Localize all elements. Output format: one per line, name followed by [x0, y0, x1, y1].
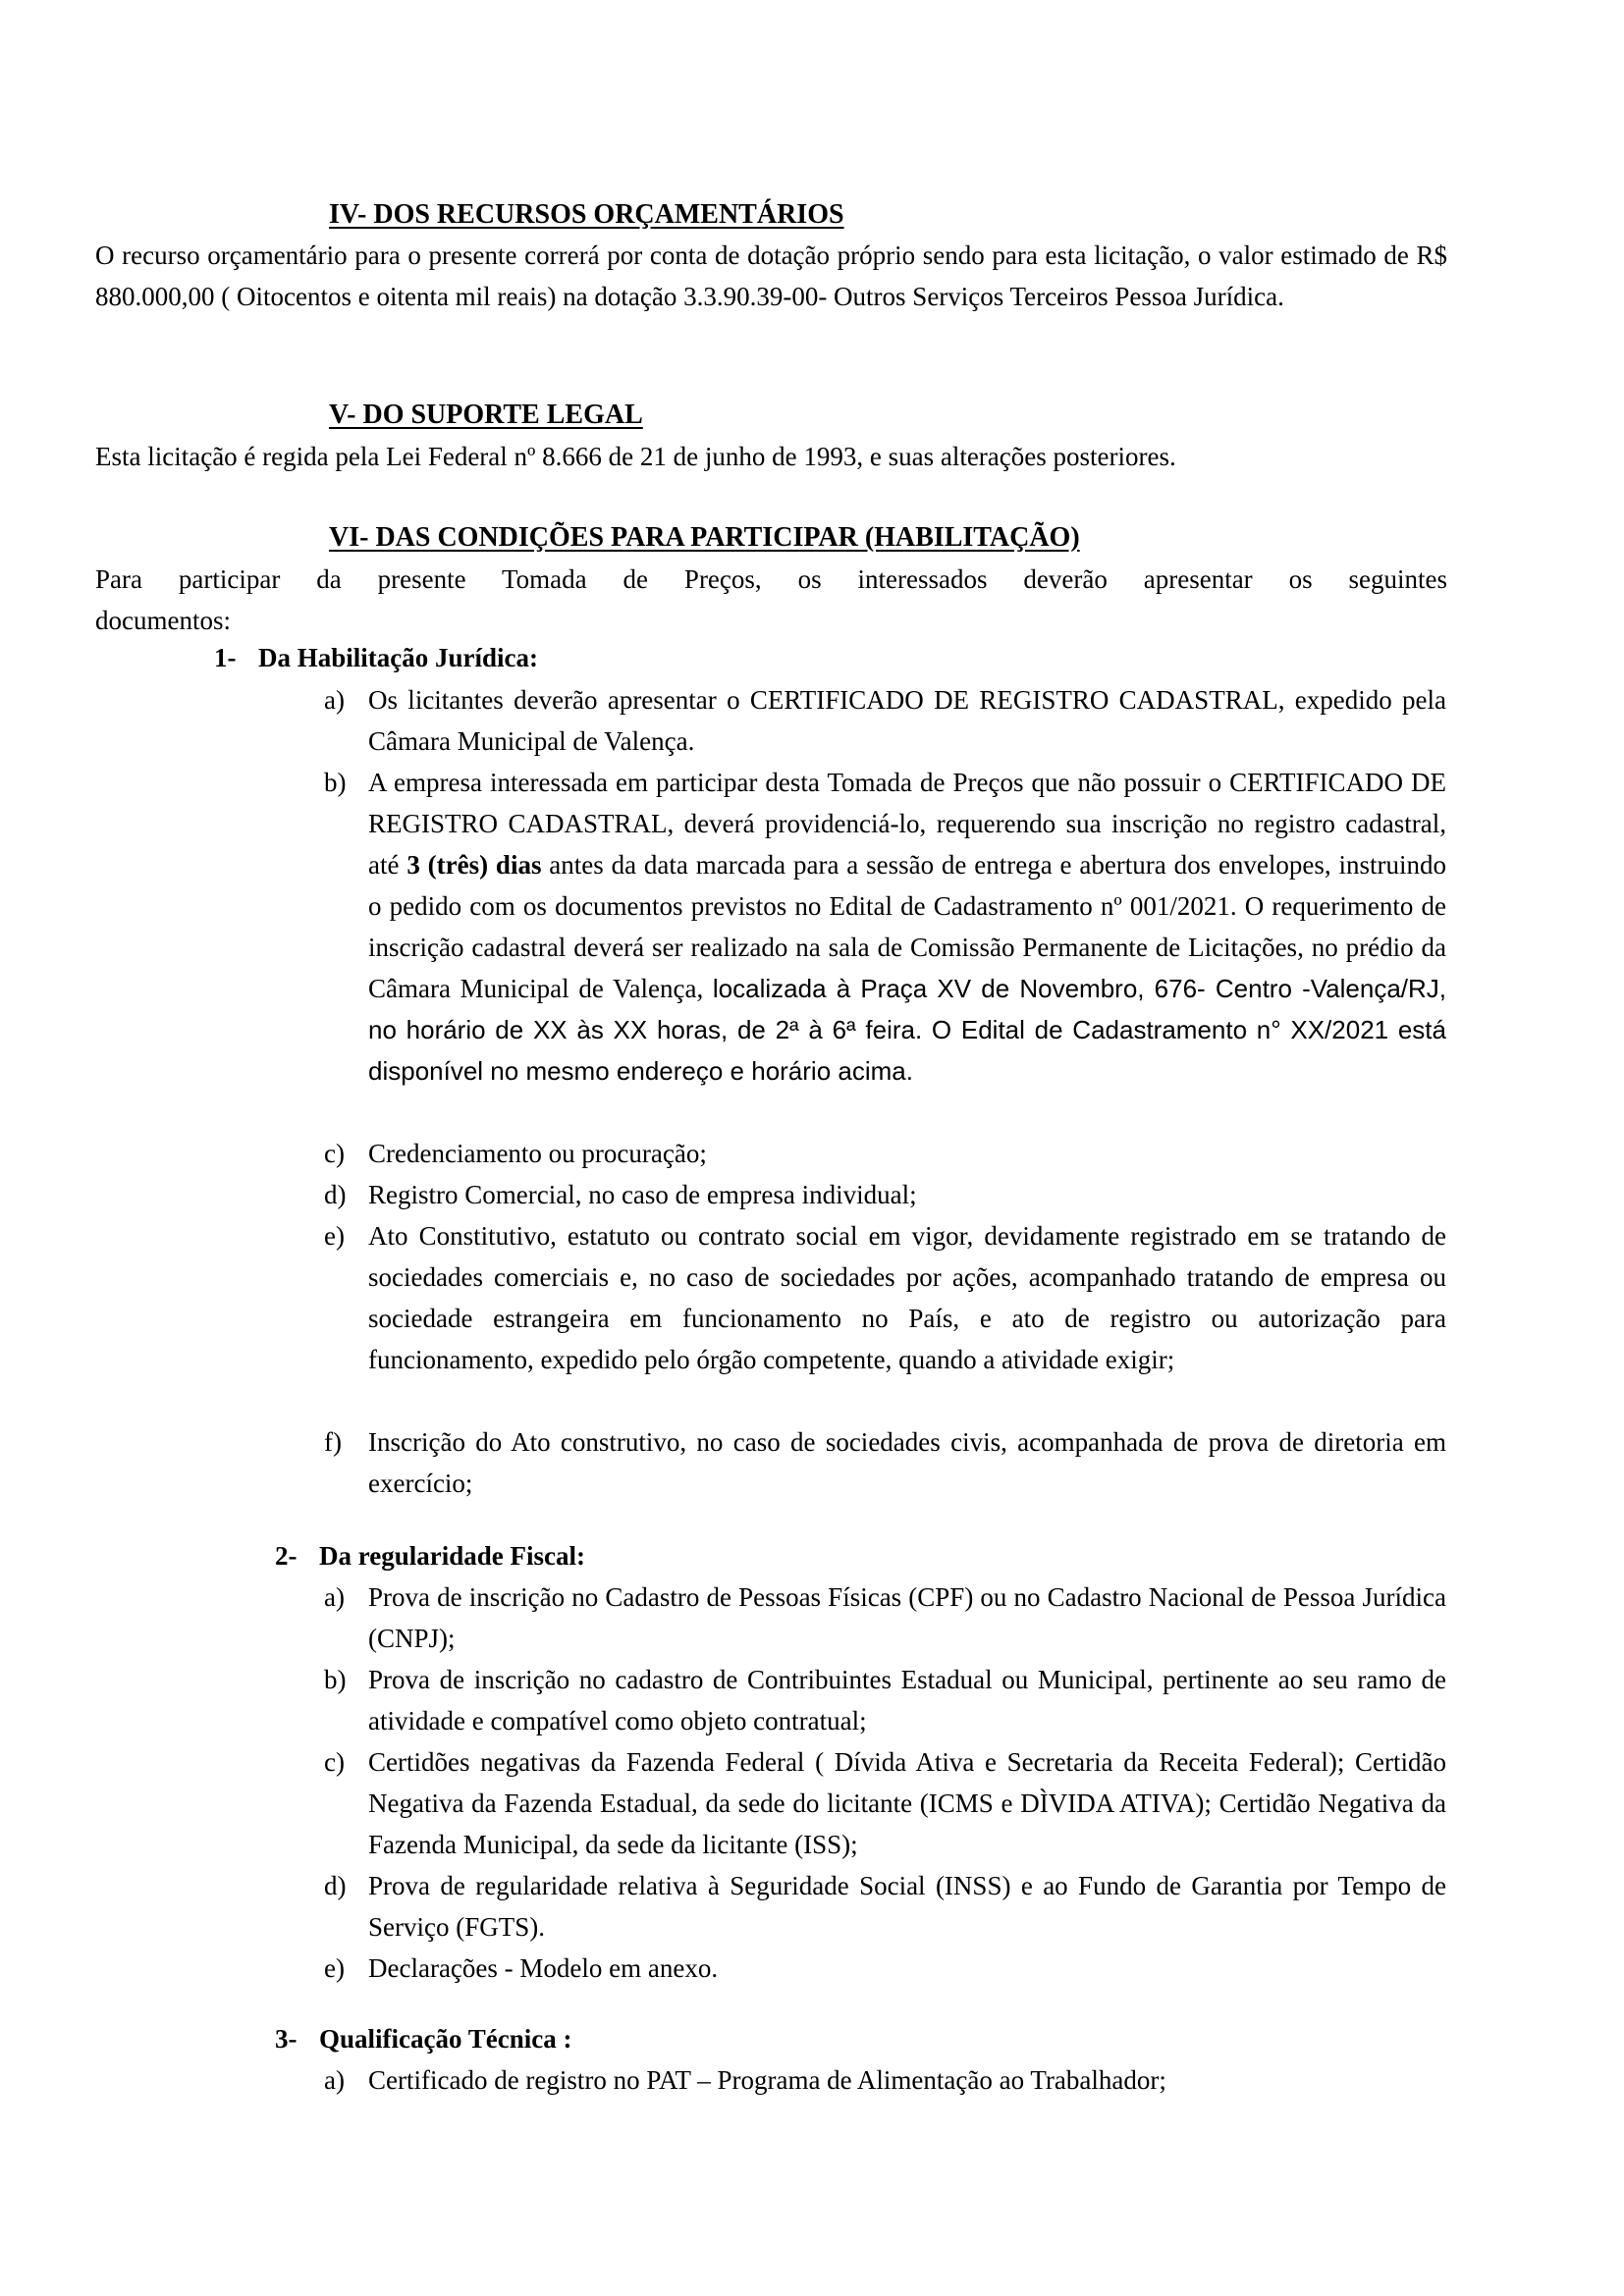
item-1b-text-sans: localizada à Praça XV de Novembro, 676- Centro -Valença/RJ, no horário de XX às XX horas, de 2ª à 6ª feira. O Edital de Cadastramento n° XX/2021 está disponível no mesmo endereço e horário acima.: [368, 974, 1447, 1086]
item-2a-text: Prova de inscrição no Cadastro de Pessoas Físicas (CPF) ou no Cadastro Nacional de Pessoa Jurídica (CNPJ);: [368, 1582, 1446, 1653]
group-1-heading: [214, 637, 538, 678]
item-3a-text: Certificado de registro no PAT – Programa de Alimentação ao Trabalhador;: [368, 2065, 1166, 2095]
list-item-1b: [324, 762, 1446, 1092]
item-1a-text: Os licitantes deverão apresentar o CERTIFICADO DE REGISTRO CADASTRAL, expedido pela Câmara Municipal de Valença.: [368, 685, 1446, 756]
group-2-heading: [275, 1535, 585, 1576]
section-vi-intro-line1: Para participar da presente Tomada de Preços, os interessados deverão apresentar os seguintes: [95, 564, 1447, 594]
item-1b-text-serif-2: antes da data marcada para a sessão de entrega e abertura dos envelopes, instruindo o pedido com os documentos previstos no Edital de Cadastramento nº 001/2021. O requerimento de inscrição cadastral deverá ser realizado na sala de Comissão Permanente de Licitações, no prédio da Câmara Municipal de Valença,: [368, 850, 1446, 1003]
group-1-number: 1-: [214, 643, 237, 672]
list-item-2a: [324, 1576, 1446, 1659]
item-1b-letter: b): [324, 768, 347, 797]
item-1f-text: Inscrição do Ato construtivo, no caso de sociedades civis, acompanhada de prova de diretoria em exercício;: [368, 1427, 1446, 1498]
item-3a-letter: a): [324, 2065, 345, 2095]
list-item-1e: [324, 1215, 1446, 1380]
item-2e-text: Declarações - Modelo em anexo.: [368, 1953, 719, 1983]
group-1-title: Da Habilitação Jurídica:: [258, 643, 538, 672]
section-v-heading: V- DO SUPORTE LEGAL: [329, 400, 643, 430]
item-1e-text: Ato Constitutivo, estatuto ou contrato social em vigor, devidamente registrado em se tratando de sociedades comerciais e, no caso de sociedades por ações, acompanhado tratando de empresa ou sociedade estrangeira em funcionamento no País, e ato de registro ou autorização para funcionamento, expedido pelo órgão competente, quando a atividade exigir;: [368, 1221, 1446, 1374]
item-1a-letter: a): [324, 685, 345, 715]
section-iv-heading: IV- DOS RECURSOS ORÇAMENTÁRIOS: [329, 199, 844, 230]
item-1b-text: [368, 762, 1446, 1092]
section-vi-heading: VI- DAS CONDIÇÕES PARA PARTICIPAR (HABILITAÇÃO): [329, 522, 1080, 553]
item-1f-letter: f): [324, 1427, 342, 1457]
item-2a-letter: a): [324, 1582, 345, 1612]
item-1e-letter: e): [324, 1221, 345, 1251]
group-3-title: Qualificação Técnica :: [319, 2024, 572, 2054]
group-2-number: 2-: [275, 1541, 298, 1571]
item-2b-letter: b): [324, 1665, 347, 1694]
item-1b-text-serif-1: A empresa interessada em participar desta Tomada de Preços que não possuir o CERTIFICADO DE REGISTRO CADASTRAL, deverá providenciá-lo, requerendo sua inscrição no registro cadastral, até: [368, 768, 1446, 880]
item-1b-text-bold: 3 (três) dias: [406, 850, 542, 880]
list-item-2e: [324, 1948, 1446, 1989]
item-1c-text: Credenciamento ou procuração;: [368, 1139, 707, 1168]
list-item-1f: [324, 1421, 1446, 1504]
item-2e-letter: e): [324, 1953, 345, 1983]
item-1d-letter: d): [324, 1180, 347, 1209]
item-2d-text: Prova de regularidade relativa à Seguridade Social (INSS) e ao Fundo de Garantia por Tempo de Serviço (FGTS).: [368, 1871, 1446, 1942]
list-item-1a: [324, 679, 1446, 762]
list-item-2b: [324, 1659, 1446, 1741]
list-item-2d: [324, 1865, 1446, 1948]
item-2d-letter: d): [324, 1871, 347, 1900]
item-1d-text: Registro Comercial, no caso de empresa individual;: [368, 1180, 917, 1209]
item-1c-letter: c): [324, 1139, 345, 1168]
list-item-1d: [324, 1174, 1446, 1215]
list-item-3a: [324, 2059, 1446, 2101]
list-item-2c: [324, 1741, 1446, 1865]
group-3-heading: [275, 2018, 571, 2059]
list-item-1c: [324, 1133, 1446, 1174]
item-2c-text: Certidões negativas da Fazenda Federal ( Dívida Ativa e Secretaria da Receita Federal); Certidão Negativa da Fazenda Estadual, da sede do licitante (ICMS e DÌVIDA ATIVA); Certidão Negativa da Fazenda Municipal, da sede da licitante (ISS);: [368, 1747, 1446, 1859]
section-v-paragraph: Esta licitação é regida pela Lei Federal nº 8.666 de 21 de junho de 1993, e suas alterações posteriores.: [95, 442, 1176, 471]
item-2c-letter: c): [324, 1747, 345, 1777]
group-2-title: Da regularidade Fiscal:: [319, 1541, 585, 1571]
item-2b-text: Prova de inscrição no cadastro de Contribuintes Estadual ou Municipal, pertinente ao seu ramo de atividade e compatível como objeto contratual;: [368, 1665, 1446, 1735]
section-vi-intro-line2: documentos:: [95, 606, 231, 635]
section-iv-paragraph: O recurso orçamentário para o presente correrá por conta de dotação próprio sendo para esta licitação, o valor estimado de R$ 880.000,00 ( Oitocentos e oitenta mil reais) na dotação 3.3.90.39-00- Outros Serviços Terceiros Pessoa Jurídica.: [95, 240, 1447, 311]
group-3-number: 3-: [275, 2024, 298, 2054]
